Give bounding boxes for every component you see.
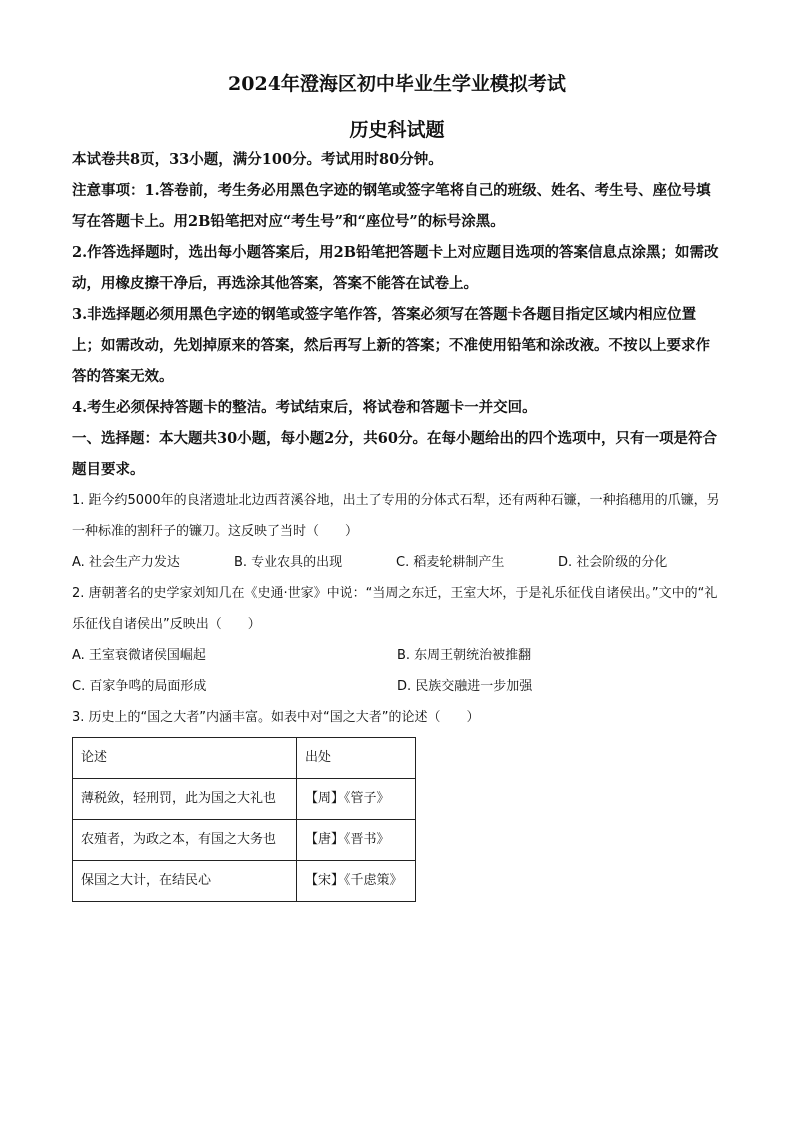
exam-page <box>72 62 722 902</box>
question-1-option-a: A. 社会生产力发达 <box>72 555 180 570</box>
table-cell: 【唐】《晋书》 <box>297 820 416 861</box>
question-1-option-c: C. 稻麦轮耕制产生 <box>396 555 505 570</box>
question-2-stem: 2. 唐朝著名的史学家刘知几在《史通·世家》中说：“当周之东迁，王室大坏，于是礼乐征伐自诸侯出。”文中的“礼乐征伐自诸侯出”反映出（ ） <box>72 586 718 632</box>
question-1-options <box>72 547 722 578</box>
question-1-stem: 1. 距今约5000年的良渚遗址北边西苕溪谷地，出土了专用的分体式石犁，还有两种石镰，一种掐穗用的爪镰，另一种标准的割秆子的镰刀。这反映了当时（ ） <box>72 493 720 539</box>
table-cell: 【周】《管子》 <box>297 779 416 820</box>
table-row <box>73 820 416 861</box>
instruction-note-3: 3.非选择题必须用黑色字迹的钢笔或签字笔作答，答案必须写在答题卡各题目指定区域内相应位置上；如需改动，先划掉原来的答案，然后再写上新的答案；不准使用铅笔和涂改液。不按以上要求作答的答案无效。 <box>72 306 710 385</box>
table-cell: 农殖者，为政之本，有国之大务也 <box>73 820 297 861</box>
table-header-cell: 出处 <box>297 738 416 779</box>
exam-title: 2024年澄海区初中毕业生学业模拟考试 <box>228 73 566 95</box>
table-cell: 薄税敛，轻刑罚，此为国之大礼也 <box>73 779 297 820</box>
section-heading: 一、选择题：本大题共30小题，每小题2分，共60分。在每小题给出的四个选项中，只有一项是符合题目要求。 <box>72 430 717 478</box>
instruction-note-1: 注意事项：1.答卷前，考生务必用黑色字迹的钢笔或签字笔将自己的班级、姓名、考生号、座位号填写在答题卡上。用2B铅笔把对应“考生号”和“座位号”的标号涂黑。 <box>72 182 711 230</box>
instruction-note-4: 4.考生必须保持答题卡的整洁。考试结束后，将试卷和答题卡一并交回。 <box>72 399 537 416</box>
instruction-note-2: 2.作答选择题时，选出每小题答案后，用2B铅笔把答题卡上对应题目选项的答案信息点涂黑；如需改动，用橡皮擦干净后，再选涂其他答案，答案不能答在试卷上。 <box>72 244 719 292</box>
table-header-cell: 论述 <box>73 738 297 779</box>
question-3-table <box>72 737 416 902</box>
exam-intro: 本试卷共8页，33小题，满分100分。考试用时80分钟。 <box>72 151 443 168</box>
table-header-row <box>73 738 416 779</box>
question-2-options <box>72 640 722 702</box>
table-row <box>73 779 416 820</box>
exam-subtitle: 历史科试题 <box>349 119 445 141</box>
question-3-stem: 3. 历史上的“国之大者”内涵丰富。如表中对“国之大者”的论述（ ） <box>72 710 480 725</box>
question-2-option-d: D. 民族交融进一步加强 <box>397 679 533 694</box>
table-cell: 【宋】《千虑策》 <box>297 861 416 902</box>
table-cell: 保国之大计，在结民心 <box>73 861 297 902</box>
question-2-option-a: A. 王室衰微诸侯国崛起 <box>72 648 206 663</box>
table-row <box>73 861 416 902</box>
question-1-option-d: D. 社会阶级的分化 <box>558 555 668 570</box>
question-2-option-c: C. 百家争鸣的局面形成 <box>72 679 207 694</box>
question-2-option-b: B. 东周王朝统治被推翻 <box>397 648 532 663</box>
question-1-option-b: B. 专业农具的出现 <box>234 555 343 570</box>
